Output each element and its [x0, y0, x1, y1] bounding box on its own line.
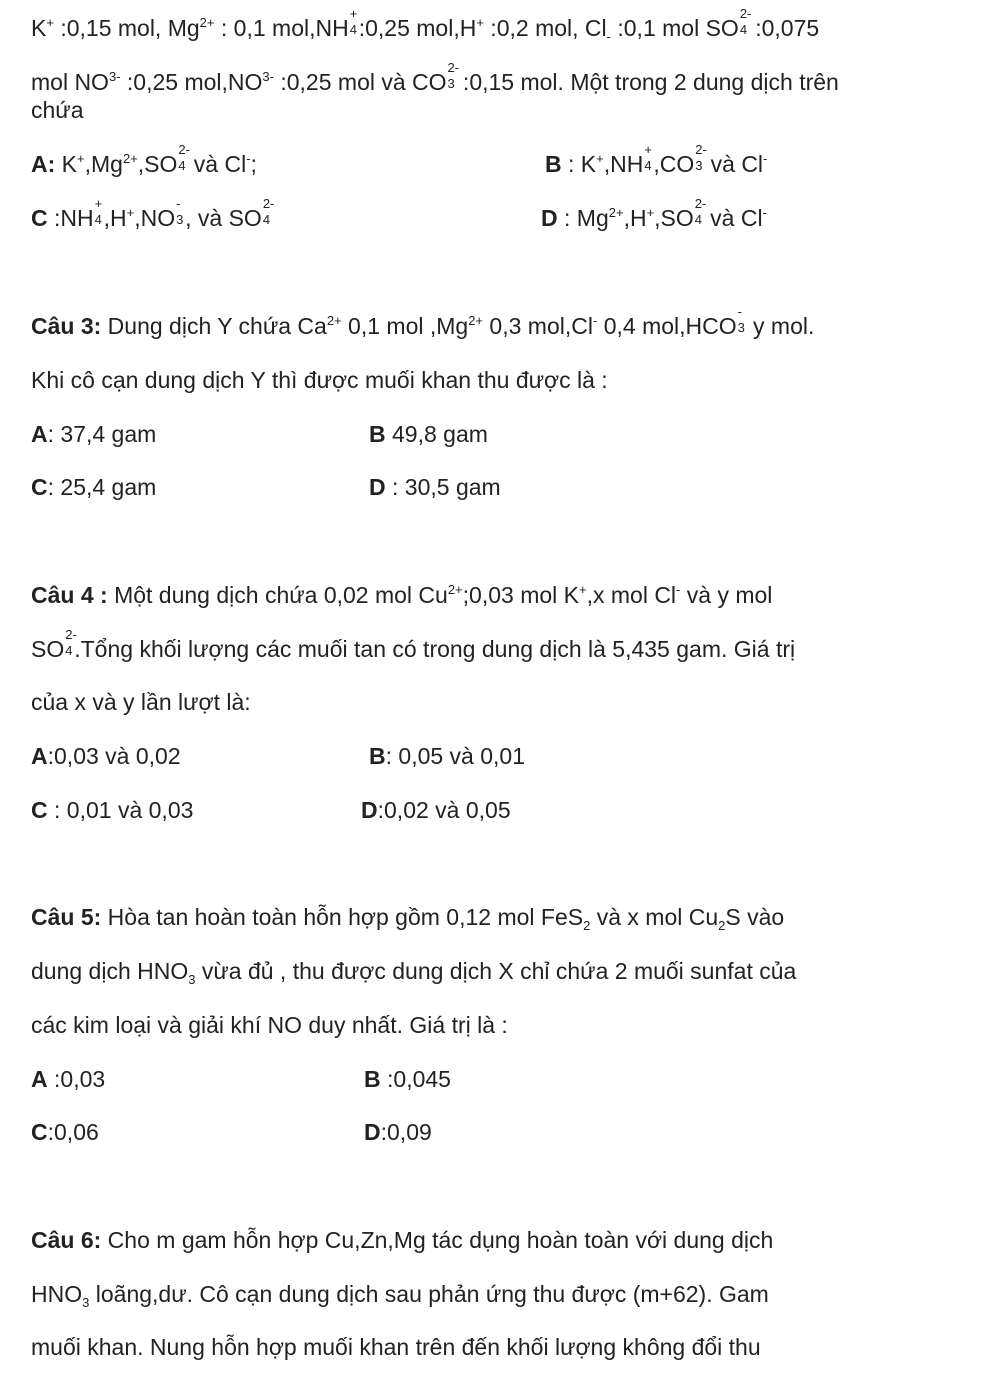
prev-option-a: A: $K^+,Mg^{2+},SO$ 2- 4 và Cl-;: [31, 142, 257, 177]
question-4-line-2: SO 2- 4 .Tổng khối lượng các muối tan có trong dung dịch là 5,435 gam. Giá trị: [31, 627, 796, 662]
question-6-line-2: $HNO_3$ loãng,dư. Cô cạn dung dịch sau phản ứng thu được (m+62). Gam: [31, 1281, 769, 1310]
question-5-option-a: A :0,03: [31, 1066, 106, 1092]
question-3-line-1: Câu 3: Dung dịch Y chứa $Ca^{2+}$ 0,1 mol $,Mg^{2+}$ 0,3 mol,Cl- 0,4 mol,HCO - 3 y mol.: [31, 304, 815, 339]
prev-question-line-3: chứa: [31, 97, 84, 123]
question-6-line-1: Câu 6: Cho m gam hỗn hợp Cu,Zn,Mg tác dụng hoàn toàn với dung dịch: [31, 1227, 774, 1253]
question-5-line-3: các kim loại và giải khí NO duy nhất. Giá trị là :: [31, 1012, 508, 1038]
question-5-option-b: B :0,045: [364, 1066, 451, 1092]
question-4-option-c: C : 0,01 và 0,03: [31, 797, 194, 823]
question-4-option-d: D:0,02 và 0,05: [361, 797, 511, 823]
question-6-line-3: muối khan. Nung hỗn hợp muối khan trên đến khối lượng không đổi thu: [31, 1334, 761, 1360]
question-4-option-b: B: 0,05 và 0,01: [369, 743, 526, 769]
question-6-label: Câu 6:: [31, 1227, 102, 1253]
question-3-label: Câu 3:: [31, 313, 102, 339]
question-3-option-b: B 49,8 gam: [369, 421, 488, 447]
question-5-line-2: dung dịch $HNO_3$ vừa đủ , thu được dung dịch X chỉ chứa 2 muối sunfat của: [31, 958, 797, 987]
question-5-option-c: C:0,06: [31, 1119, 99, 1145]
prev-option-b: B : K+,NH + 4 ,CO 2- 3 và Cl-: [545, 142, 768, 177]
question-4-option-a: A:0,03 và 0,02: [31, 743, 181, 769]
question-5-label: Câu 5:: [31, 904, 102, 930]
prev-question-line-1: K+ :0,15 mol, $Mg^{2+}$ : 0,1 mol,NH + 4 :0,25 mol,H+ :0,2 mol, $Cl_-$ :0,1 mol SO 2- 4 :0,075: [31, 6, 820, 44]
question-3-option-d: D : 30,5 gam: [369, 474, 501, 500]
question-5-option-d: D:0,09: [364, 1119, 432, 1145]
prev-option-d: D : $Mg^{2+},H^+,SO$ 2- 4 và Cl-: [541, 196, 767, 231]
question-3-line-2: Khi cô cạn dung dịch Y thì được muối khan thu được là :: [31, 367, 608, 393]
prev-question-line-2: mol $NO^{3-}$ :0,25 $mol,NO^{3-}$ :0,25 mol và CO 2- 3 :0,15 mol. Một trong 2 dung dịch trên: [31, 60, 839, 95]
question-3-option-c: C: 25,4 gam: [31, 474, 157, 500]
question-4-line-3: của x và y lần lượt là:: [31, 689, 251, 715]
question-4-label: Câu 4 :: [31, 582, 108, 608]
question-4-line-1: Câu 4 : Một dung dịch chứa 0,02 mol $Cu^{2+};0,03$ mol K+,x mol Cl- và y mol: [31, 582, 773, 608]
prev-option-c: C :NH + 4 ,H+,NO - 3 , và SO 2- 4: [31, 196, 275, 231]
question-5-line-1: Câu 5: Hòa tan hoàn toàn hỗn hợp gồm 0,12 mol FeS$_2$ và x mol $Cu_2S$ vào: [31, 904, 785, 933]
question-3-option-a: A: 37,4 gam: [31, 421, 157, 447]
